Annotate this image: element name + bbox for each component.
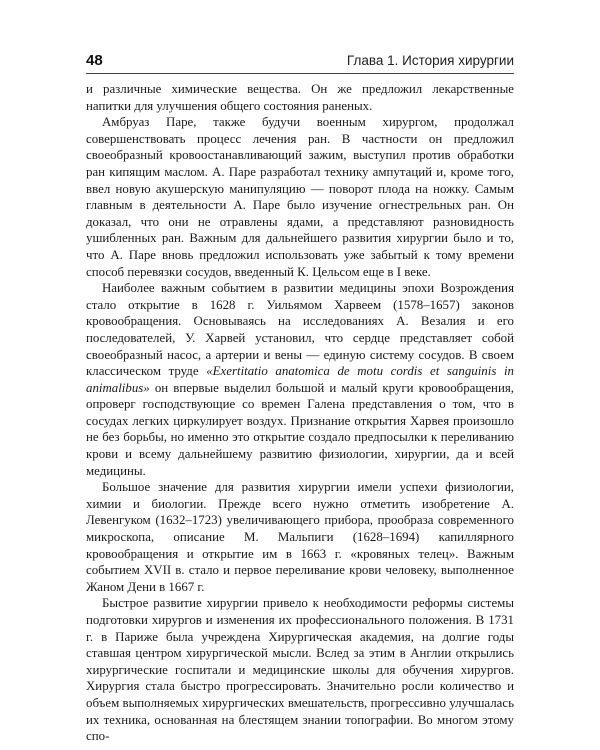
paragraph-reform: Быстрое развитие хирургии привело к необходимости реформы системы подготовки хирургов и изменения их профессионального положения. В 1731 г. в Париже была учреждена Хирургическая академия, на долгие годы ставшая центром хирургической мысли. Вслед за этим в Англии открылись хирургические госпитали и медицинские школы для обучения хирургов. Хирургия стала быстро прогрессировать. Значительно росли количество и объем выполняемых хирургических вмешательств, прогрессивно улучшалась их техника, основанная на блестящем знании топографии. Во многом этому спо- [86, 596, 514, 744]
paragraph-harvey-text-after: он впервые выделил большой и малый круги кровообращения, опроверг господствующие со времен Галена представления о том, что в сосудах легких циркулирует воздух. Признание открытия Харвея произошло не без борьбы, но именно это открытие создало предпосылки к переливанию крови и всему дальнейшему развитию физиологии, хирургии, да и всей медицины. [86, 380, 514, 478]
paragraph-harvey [86, 280, 514, 479]
page-number: 48 [86, 52, 103, 69]
running-head: Глава 1. История хирургии [346, 53, 514, 68]
page-header [86, 52, 514, 74]
paragraph-continuation: и различные химические вещества. Он же предложил лекарственные напитки для улучшения общего состояния раненых. [86, 82, 514, 113]
harvey-treatise-title: «Exertitatio anatomica de motu cordis et sanguinis in animalibus» [86, 364, 514, 395]
paragraph-pare: Амбруаз Паре, также будучи военным хирургом, продолжал совершенствовать процесс лечения ран. В частности он предложил своеобразный кровоостанавливающий зажим, выступил против обработки ран кипящим маслом. А. Паре разработал технику ампутаций и, кроме того, ввел новую акушерскую манипуляцию — поворот плода на ножку. Самым главным в деятельности А. Паре было изучение огнестрельных ран. Он доказал, что они не отравлены ядами, а представляют разновидность ушибленных ран. Важным для дальнейшего развития хирургии было и то, что А. Паре вновь предложил использовать уже забытый к тому времени способ перевязки сосудов, введенный К. Цельсом еще в I веке. [86, 115, 514, 279]
body-text [86, 81, 514, 745]
paragraph-physiology: Большое значение для развития хирургии имели успехи физиологии, химии и биологии. Прежде всего нужно отметить изобретение А. Левенгуком (1632–1723) увеличивающего прибора, прообраза современного микроскопа, описание М. Мальпиги (1628–1694) капиллярного кровообращения и открытие им в 1663 г. «кровяных телец». Важным событием XVII в. стало и первое переливание крови человеку, выполненное Жаном Дени в 1667 г. [86, 480, 514, 594]
paragraph-harvey-text-before: Наиболее важным событием в развитии медицины эпохи Возрождения стало открытие в 1628 г. Уильямом Харвеем (1578–1657) законов кровообращения. Основываясь на исследованиях А. Везалия и его последователей, У. Харвей установил, что сердце представляет собой своеобразный насос, а артерии и вены — единую систему сосудов. В своем классическом труде [86, 281, 514, 379]
